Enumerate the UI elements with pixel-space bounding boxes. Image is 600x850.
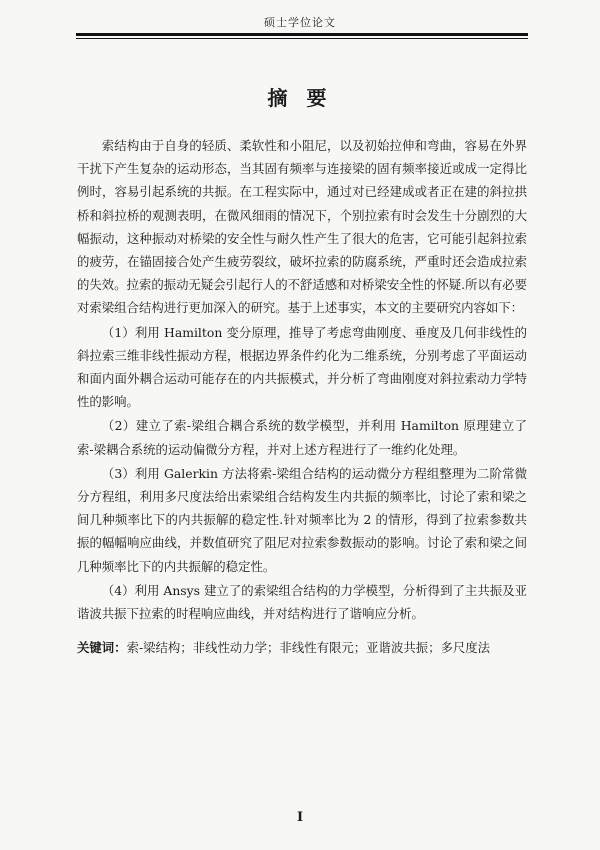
running-header: 硕士学位论文 — [264, 16, 336, 29]
keywords-text: 索-梁结构；非线性动力学；非线性有限元；亚谐波共振；多尺度法 — [126, 640, 491, 655]
keywords-label: 关键词： — [77, 640, 127, 655]
header-rule-thick — [76, 33, 528, 36]
abstract-paragraph-4: （4）利用 Ansys 建立了的索梁组合结构的力学模型，分析得到了主共振及亚谐波共振下拉索的时程响应曲线，并对结构进行了谐响应分析。 — [77, 582, 527, 622]
abstract-paragraph-intro: 索结构由于自身的轻质、柔软性和小阻尼，以及初始拉伸和弯曲，容易在外界干扰下产生复杂的运动形态，当其固有频率与连接梁的固有频率接近或成一定得比例时，容易引起系统的共振。在工程实际中，通过对已经建成或者正在建的斜拉拱桥和斜拉桥的观测表明，在微风细雨的情况下，个别拉索有时会发生十分剧烈的大幅振动，这种振动对桥梁的安全性与耐久性产生了很大的危害，它可能引起斜拉索的疲劳，在锚固接合处产生疲劳裂纹，破坏拉索的防腐系统，严重时还会造成拉索的失效。拉索的振动无疑会引起行人的不舒适感和对桥梁安全性的怀疑.所以有必要对索梁组合结构进行更加深入的研究。基于上述事实，本文的主要研究内容如下： — [77, 138, 528, 316]
page-number: I — [296, 810, 304, 825]
abstract-title: 摘 要 — [267, 86, 333, 110]
abstract-paragraph-2: （2）建立了索-梁组合耦合系统的数学模型，并利用 Hamilton 原理建立了索-梁耦合系统的运动偏微分方程，并对上述方程进行了一维约化处理。 — [77, 418, 527, 457]
abstract-body — [77, 134, 527, 626]
abstract-paragraph-1: （1）利用 Hamilton 变分原理，推导了考虑弯曲刚度、垂度及几何非线性的斜拉索三维非线性振动方程，根据边界条件约化为二维系统，分别考虑了平面运动和面内面外耦合运动可能存在的内共振模式，并分析了弯曲刚度对斜拉索动力学特性的影响。 — [77, 324, 527, 410]
keywords-line — [77, 638, 527, 658]
abstract-paragraph-3: （3）利用 Galerkin 方法将索-梁组合结构的运动微分方程组整理为二阶常微分方程组，利用多尺度法给出索梁组合结构发生内共振的频率比，讨论了索和梁之间几种频率比下的内共振解的稳定性.针对频率比为 2 的情形，得到了拉索参数共振的幅幅响应曲线，并数值研究了阻尼对拉索参数振动的影响。讨论了索和梁之间几种频率比下的内共振解的稳定性。 — [77, 465, 527, 574]
header-rule-thin — [76, 38, 528, 39]
